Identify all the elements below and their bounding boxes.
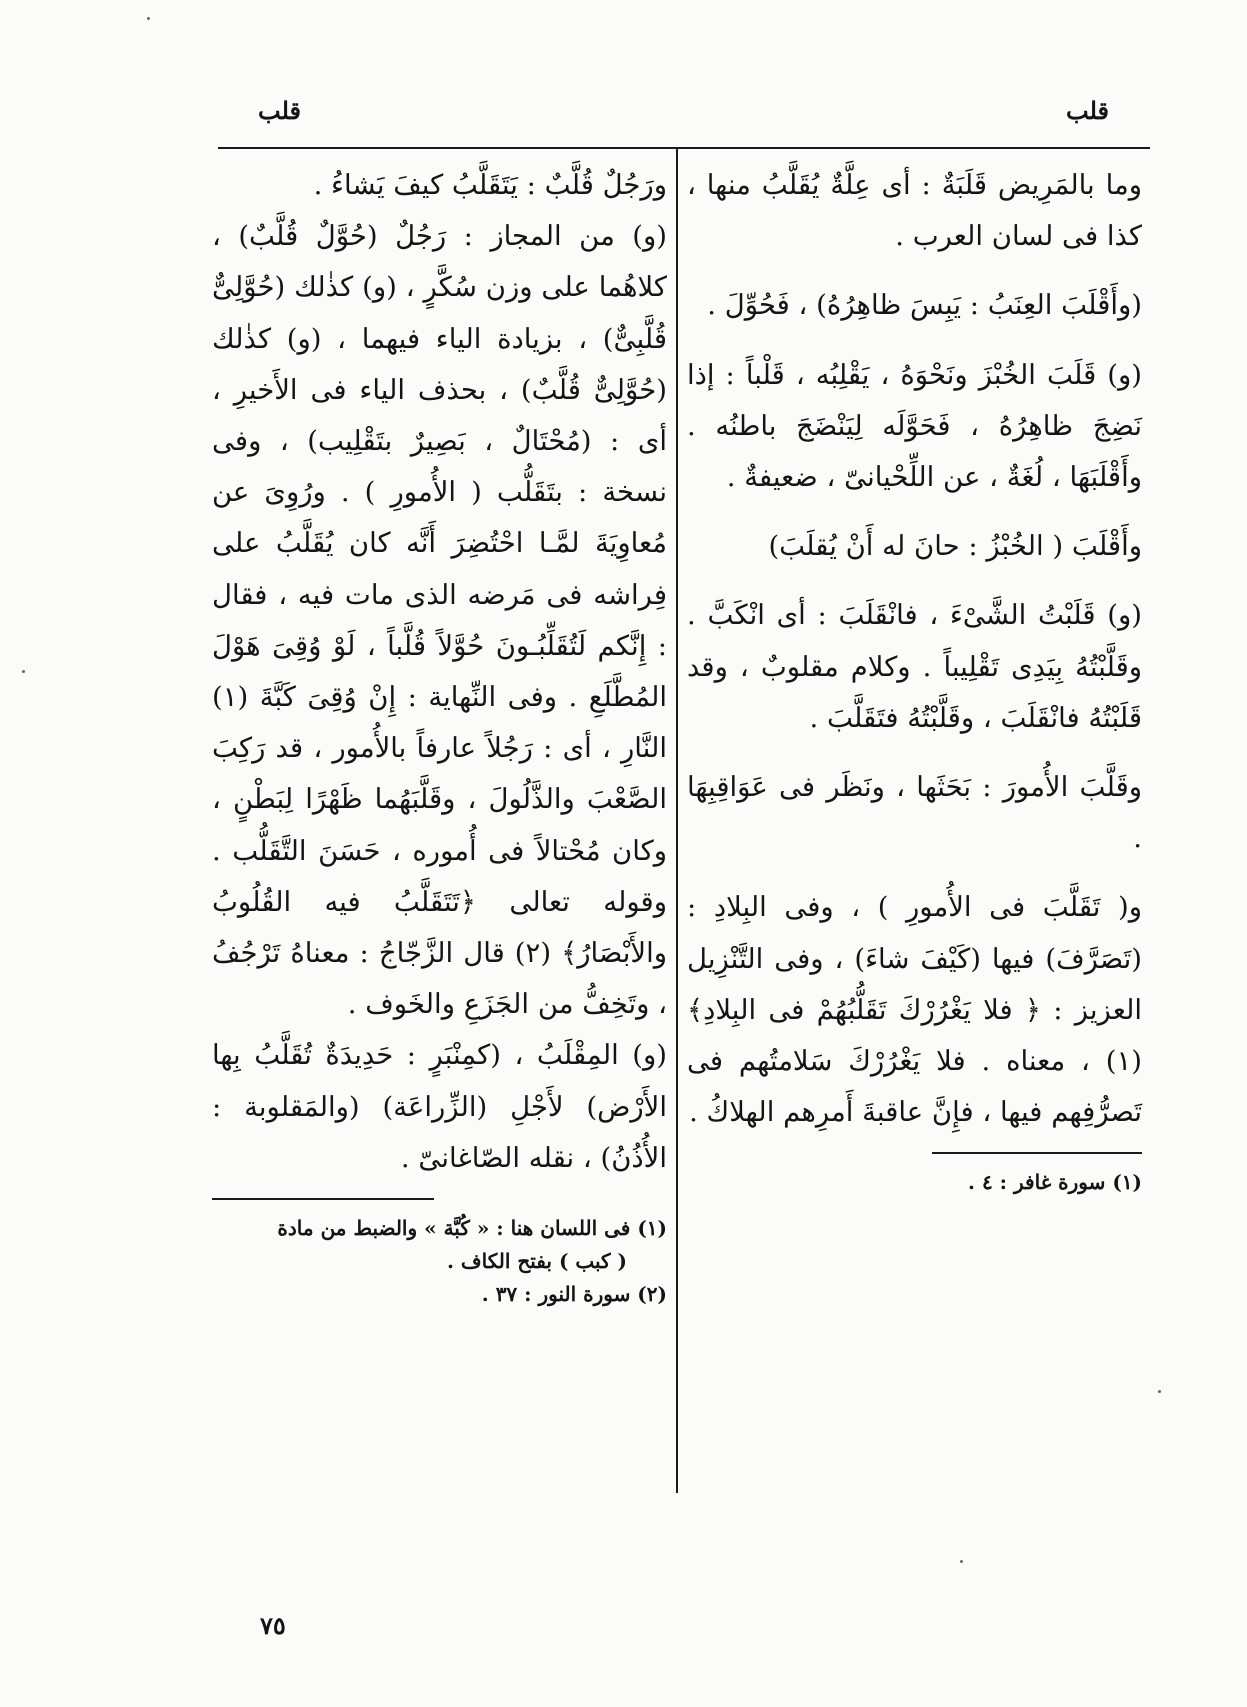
right-column	[687, 160, 1142, 1199]
paragraph: و( تَقَلَّبَ فى الأُمورِ ) ، وفى البِلادِ : (تَصَرَّفَ) فيها (كَيْفَ شاءَ) ، وفى التَّنْزِيل العزيز : ﴿ فلا يَغْرُرْكَ تَقَلُّبُهُمْ فى البِلادِ﴾ (١) ، معناه . فلا يَغْرُرْكَ سَلامتُهم فى تَصرُّفِهم فيها ، فإِنَّ عاقبةَ أَمرِهم الهلاكُ .	[687, 891, 1142, 1129]
scan-speck	[960, 1560, 963, 1563]
running-head-left: قلب	[258, 96, 301, 125]
paragraph: (و) قَلَبْتُ الشَّىْءَ ، فانْقَلَبَ : أى انْكَبَّ . وقَلَّبْتُهُ بِيَدِى تَقْلِيباً . وكلام مقلوبٌ ، وقد قَلَبْتُهُ فانْقَلَبَ ، وقَلَّبْتُهُ فتَقَلَّبَ .	[687, 599, 1142, 734]
paragraph: ورَجُلٌ قُلَّبٌ : يَتَقَلَّبُ كيفَ يَشاءُ .	[313, 169, 667, 201]
scan-speck	[22, 670, 25, 673]
paragraph: (و) قَلَبَ الخُبْزَ ونَحْوَهُ ، يَقْلِبُه ، قَلْباً : إذا نَضِجَ ظاهِرُهُ ، فَحَوَّلَه لِيَنْضَجَ باطنُه . وأَقْلَبَهَا ، لُغَةٌ ، عن اللِّحْيانىّ ، ضعيفةٌ .	[687, 358, 1142, 494]
footnote-rule	[212, 1198, 434, 1200]
paragraph: (وأَقْلَبَ العِنَبُ : يَبِسَ ظاهِرُهُ) ، فَحُوِّلَ .	[707, 289, 1142, 322]
paragraph: وما بالمَرِيض قَلَبَةٌ : أى عِلَّةٌ يُقَلَّبُ منها ، كذا فى لسان العرب .	[687, 169, 1142, 253]
paragraph: (و) المِقْلَبُ ، (كمِنْبَرٍ : حَدِيدَةٌ تُقَلَّبُ بِها الأَرْض) لأَجْلِ (الزِّراعَة) (والمَقلوبة : الأُذُنُ) ، نقله الصّاغانىّ .	[212, 1039, 667, 1174]
running-head-right: قلب	[1066, 96, 1109, 125]
header-rule	[218, 147, 1150, 149]
scan-speck	[1158, 1390, 1161, 1393]
footnote-continuation	[212, 1245, 667, 1278]
left-column	[212, 160, 667, 1311]
footnote: (٢) سورة النور : ٣٧ .	[481, 1282, 667, 1307]
footnote-rule	[932, 1152, 1142, 1154]
paragraph: (و) من المجاز : رَجُلٌ (حُوَّلٌ قُلَّبٌ) ، كلاهُما على وزن سُكَّرٍ ، (و) كذٰلك (حُوَّلِىٌّ قُلَّبِىٌّ) ، بزيادة الياء فيهما ، (و) كذٰلك (حُوَّلِىٌّ قُلَّبٌ) ، بحذف الياء فى الأَخيرِ ، أى : (مُحْتَالٌ ، بَصِيرٌ بتَقْلِيب) ، وفى نسخة : بتَقَلُّب ( الأُمورِ ) . ورُوِىَ عن مُعاوِيَةَ لمَّـا احْتُضِرَ أَنَّه كان يُقَلَّبُ على فِراشه فى مَرضه الذى مات فيه ، فقال : إِنَّكم لَتُقَلِّبُـونَ حُوَّلاً قُلَّباً ، لَوْ وُقِىَ هَوْلَ المُطَّلَعِ . وفى النِّهاية : إِنْ وُقِىَ كَبَّةَ (١) النَّارِ ، أى : رَجُلاً عارفاً بالأُمور ، قد رَكِبَ الصَّعْبَ والذَّلُولَ ، وقَلَّبَهُما ظَهْرًا لِبَطْنٍ ، وكان مُحْتالاً فى أُموره ، حَسَنَ التَّقَلُّب . وقوله تعالى ﴿تَتَقَلَّبُ فيه القُلُوبُ والأَبْصَارُ﴾ (٢) قال الزَّجّاجُ : معناهُ تَرْجُفُ ، وتَخِفُّ من الجَزَعِ والخَوف .	[212, 220, 668, 1021]
footnote: (١) سورة غافر : ٤ .	[968, 1170, 1142, 1195]
scan-speck	[147, 17, 150, 20]
column-divider	[676, 147, 678, 1493]
paragraph: وقَلَّبَ الأُمورَ : بَحَثَها ، ونَظَر فى عَوَاقِبِهَا .	[687, 771, 1142, 855]
footnote-continuation-text: ( كبب ) بفتح الكاف .	[446, 1249, 627, 1274]
footnote: (١) فى اللسان هنا : « كُبَّة » والضبط من مادة	[277, 1216, 667, 1241]
paragraph: وأَقْلَبَ ( الخُبْزُ : حانَ له أَنْ يُقلَبَ)	[768, 530, 1142, 563]
page-number: ٧٥	[260, 1611, 286, 1640]
